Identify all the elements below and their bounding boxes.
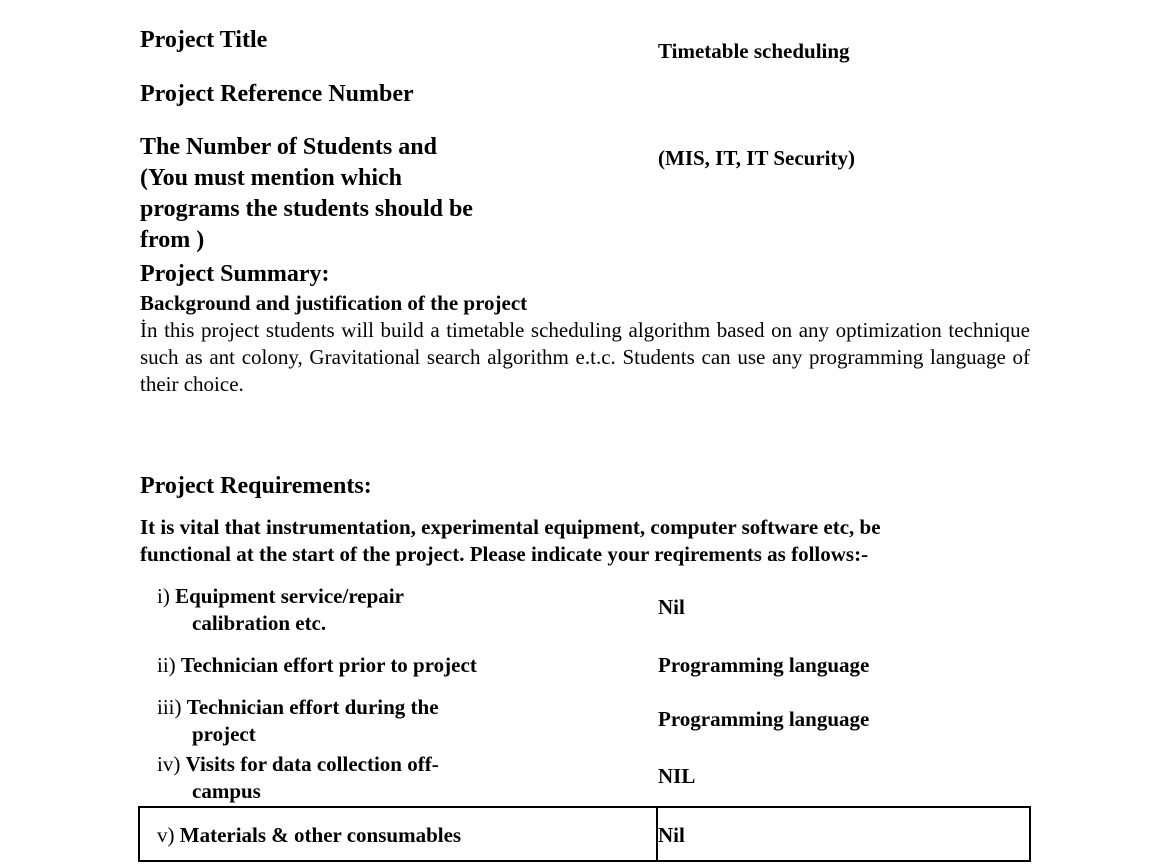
item-value: Programming language bbox=[658, 653, 870, 677]
requirement-item bbox=[157, 751, 577, 805]
item-text-continued: campus bbox=[192, 779, 261, 803]
item-value: Programming language bbox=[658, 707, 870, 731]
requirements-intro bbox=[140, 514, 1020, 568]
students-value: (MIS, IT, IT Security) bbox=[658, 146, 855, 170]
item-text-continued: project bbox=[192, 722, 256, 746]
item-text: Visits for data collection off- bbox=[185, 752, 439, 776]
students-label-line: programs the students should be bbox=[140, 196, 473, 222]
summary-subheading: Background and justification of the project bbox=[140, 291, 528, 315]
item-number: ii) bbox=[157, 653, 176, 677]
item-text-continued: calibration etc. bbox=[192, 611, 327, 635]
project-title-value: Timetable scheduling bbox=[658, 39, 850, 63]
item-text: Equipment service/repair bbox=[175, 584, 404, 608]
students-label-line: (You must mention which bbox=[140, 165, 403, 191]
project-title-label: Project Title bbox=[140, 27, 268, 53]
item-value: Nil bbox=[658, 595, 685, 619]
item-value: NIL bbox=[658, 764, 696, 788]
students-label-line: The Number of Students and bbox=[140, 134, 437, 160]
requirement-item bbox=[157, 652, 577, 679]
students-label-line: from ) bbox=[140, 227, 205, 253]
item-value: Nil bbox=[658, 823, 685, 847]
project-reference-label: Project Reference Number bbox=[140, 81, 414, 107]
project-requirements-heading: Project Requirements: bbox=[140, 473, 372, 499]
item-number: v) bbox=[157, 823, 175, 847]
project-summary-heading: Project Summary: bbox=[140, 261, 330, 287]
students-label bbox=[140, 132, 473, 256]
item-text: Technician effort during the bbox=[186, 695, 439, 719]
item-text: Technician effort prior to project bbox=[180, 653, 477, 677]
requirement-item bbox=[157, 694, 577, 748]
requirements-table-row bbox=[138, 806, 1031, 862]
requirements-intro-line: functional at the start of the project. Please indicate your reqirements as follows:- bbox=[140, 542, 869, 566]
item-number: i) bbox=[157, 584, 170, 608]
item-text: Materials & other consumables bbox=[179, 823, 462, 847]
requirement-item bbox=[157, 822, 461, 849]
summary-body: İn this project students will build a timetable scheduling algorithm based on any optimization technique such as ant colony, Gravitational search algorithm e.t.c. Students can use any programming language of their choice. bbox=[140, 318, 1030, 396]
item-number: iv) bbox=[157, 752, 181, 776]
requirement-item bbox=[157, 583, 577, 637]
requirements-intro-line: It is vital that instrumentation, experimental equipment, computer software etc, be bbox=[140, 515, 881, 539]
item-number: iii) bbox=[157, 695, 182, 719]
